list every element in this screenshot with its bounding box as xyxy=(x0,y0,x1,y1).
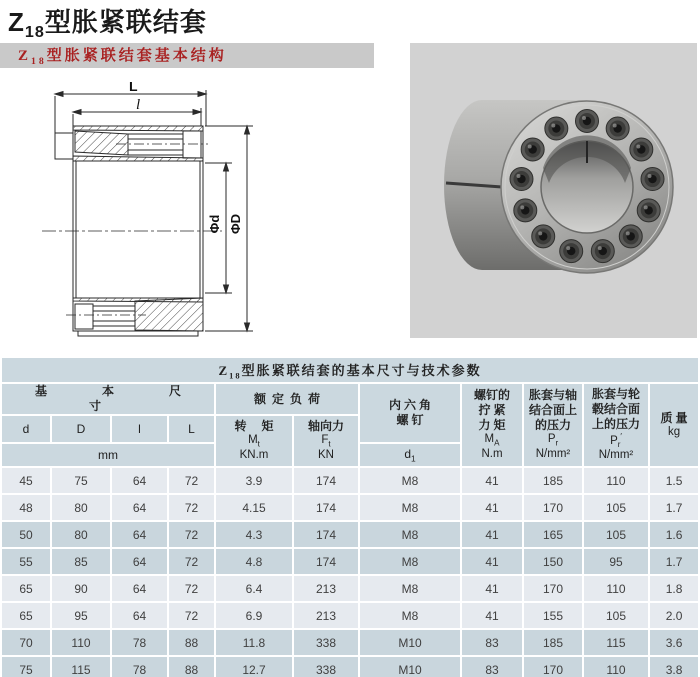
bolt-head xyxy=(514,199,537,222)
table-cell: 80 xyxy=(52,522,110,547)
table-title-row xyxy=(2,358,698,382)
col-pressure-hub: 胀套与轮 毂结合面 上的压力 $P_r'$ N/mm² xyxy=(584,384,648,466)
table-row xyxy=(2,522,698,547)
col-pressure-shaft: 胀套与轴 结合面上 的压力 $P_r$ N/mm² xyxy=(524,384,582,466)
col-mass: 质 量 kg xyxy=(650,384,698,466)
table-cell: 4.3 xyxy=(216,522,292,547)
table-cell: 75 xyxy=(52,468,110,493)
table-cell: 83 xyxy=(462,630,522,655)
table-cell: 41 xyxy=(462,576,522,601)
table-cell: M8 xyxy=(360,549,460,574)
table-cell: 85 xyxy=(52,549,110,574)
table-cell: M10 xyxy=(360,630,460,655)
table-row xyxy=(2,630,698,655)
cross-section-drawing xyxy=(26,82,266,348)
table-cell: 338 xyxy=(294,657,358,677)
table-cell: 72 xyxy=(169,468,214,493)
table-cell: M8 xyxy=(360,495,460,520)
table-cell: 41 xyxy=(462,495,522,520)
bolt-head xyxy=(619,225,642,248)
table-row xyxy=(2,549,698,574)
bolt-head xyxy=(532,225,555,248)
table-cell: 64 xyxy=(112,495,167,520)
technical-drawing xyxy=(26,82,266,348)
bolt-head xyxy=(641,168,664,191)
bolt-head xyxy=(630,138,653,161)
table-cell: 110 xyxy=(584,576,648,601)
table-cell: 83 xyxy=(462,657,522,677)
table-row xyxy=(2,657,698,677)
table-group-header-row xyxy=(2,384,698,414)
table-cell: 95 xyxy=(584,549,648,574)
table-cell: 12.7 xyxy=(216,657,292,677)
table-cell: 64 xyxy=(112,576,167,601)
table-cell: 174 xyxy=(294,522,358,547)
table-cell: 65 xyxy=(2,603,50,628)
table-cell: 2.0 xyxy=(650,603,698,628)
table-cell: 165 xyxy=(524,522,582,547)
bolt-head xyxy=(637,199,660,222)
table-cell: 174 xyxy=(294,468,358,493)
table-cell: 170 xyxy=(524,657,582,677)
table-cell: 78 xyxy=(112,630,167,655)
table-cell: 50 xyxy=(2,522,50,547)
table-cell: 11.8 xyxy=(216,630,292,655)
table-cell: 88 xyxy=(169,657,214,677)
table-row xyxy=(2,495,698,520)
col-tightening-torque: 螺钉的 拧 紧 力 矩 $M_A$ N.m xyxy=(462,384,522,466)
bolt-head xyxy=(521,138,544,161)
bolt-head xyxy=(606,117,629,140)
dim-label-L: L xyxy=(129,82,138,94)
table-cell: 213 xyxy=(294,603,358,628)
table-cell: 55 xyxy=(2,549,50,574)
table-cell: 105 xyxy=(584,603,648,628)
table-cell: 185 xyxy=(524,630,582,655)
table-cell: 105 xyxy=(584,522,648,547)
bore xyxy=(541,135,633,233)
table-cell: 174 xyxy=(294,549,358,574)
table-cell: 41 xyxy=(462,522,522,547)
table-cell: 65 xyxy=(2,576,50,601)
table-row xyxy=(2,603,698,628)
table-cell: 155 xyxy=(524,603,582,628)
bolt-head xyxy=(545,117,568,140)
table-cell: 4.15 xyxy=(216,495,292,520)
table-cell: 41 xyxy=(462,468,522,493)
table-cell: 72 xyxy=(169,495,214,520)
page-title: $Z_{18}$型胀紧联结套 xyxy=(8,7,207,42)
table-cell: 80 xyxy=(52,495,110,520)
bolt-head xyxy=(591,240,614,263)
table-cell: 115 xyxy=(584,630,648,655)
table-cell: M8 xyxy=(360,468,460,493)
table-cell: 64 xyxy=(112,603,167,628)
table-cell: 3.9 xyxy=(216,468,292,493)
table-cell: 150 xyxy=(524,549,582,574)
table-cell: 6.9 xyxy=(216,603,292,628)
table-cell: 45 xyxy=(2,468,50,493)
table-cell: 72 xyxy=(169,576,214,601)
dim-label-bore: Φd xyxy=(207,214,222,234)
group-rated-load: 额定负荷 xyxy=(216,384,358,414)
table-cell: 110 xyxy=(584,468,648,493)
table-cell: 6.4 xyxy=(216,576,292,601)
table-cell: 88 xyxy=(169,630,214,655)
table-cell: 3.8 xyxy=(650,657,698,677)
table-cell: 174 xyxy=(294,495,358,520)
table-cell: 110 xyxy=(584,657,648,677)
col-L: L xyxy=(169,416,214,442)
table-row xyxy=(2,468,698,493)
table-row xyxy=(2,576,698,601)
col-hex-screw: 内 六 角 螺 钉 xyxy=(360,384,460,442)
table-cell: 1.7 xyxy=(650,549,698,574)
table-cell: 213 xyxy=(294,576,358,601)
table-cell: 4.8 xyxy=(216,549,292,574)
table-cell: 41 xyxy=(462,603,522,628)
table-cell: M8 xyxy=(360,603,460,628)
table-cell: 170 xyxy=(524,495,582,520)
dim-label-l: l xyxy=(136,97,141,113)
table-cell: 72 xyxy=(169,549,214,574)
table-body xyxy=(2,468,698,677)
table-cell: 75 xyxy=(2,657,50,677)
table-cell: 105 xyxy=(584,495,648,520)
spec-table xyxy=(0,356,700,677)
table-cell: 115 xyxy=(52,657,110,677)
group-basic-dimensions: 基 本 尺 寸 xyxy=(2,384,214,414)
table-cell: 170 xyxy=(524,576,582,601)
bolt-head xyxy=(560,240,583,263)
table-title: $Z_{18}$型胀紧联结套的基本尺寸与技术参数 xyxy=(2,358,698,382)
col-d1: $d_1$ xyxy=(360,444,460,466)
table-cell: 64 xyxy=(112,468,167,493)
table-cell: 1.7 xyxy=(650,495,698,520)
product-photo xyxy=(410,43,697,338)
unit-mm: mm xyxy=(2,444,214,466)
table-cell: M8 xyxy=(360,576,460,601)
table-cell: 338 xyxy=(294,630,358,655)
table-cell: 1.6 xyxy=(650,522,698,547)
table-cell: M8 xyxy=(360,522,460,547)
col-torque: 转 矩 $M_t$ KN.m xyxy=(216,416,292,466)
table-cell: 185 xyxy=(524,468,582,493)
table-cell: 64 xyxy=(112,522,167,547)
table-cell: 90 xyxy=(52,576,110,601)
col-d: d xyxy=(2,416,50,442)
table-cell: 41 xyxy=(462,549,522,574)
col-axial-force: 轴向力 $F_t$ KN xyxy=(294,416,358,466)
table-cell: 110 xyxy=(52,630,110,655)
table-cell: 78 xyxy=(112,657,167,677)
table-cell: 1.8 xyxy=(650,576,698,601)
section-banner-text: $Z_{18}$型胀紧联结套基本结构 xyxy=(18,48,227,67)
coupling-photo-illustration xyxy=(410,43,697,338)
dim-label-outer: ΦD xyxy=(228,213,243,235)
table-cell: 1.5 xyxy=(650,468,698,493)
col-D: D xyxy=(52,416,110,442)
bolt-head xyxy=(576,110,599,133)
table-cell: 72 xyxy=(169,522,214,547)
section-banner xyxy=(0,43,374,68)
table-cell: 70 xyxy=(2,630,50,655)
table-cell: 72 xyxy=(169,603,214,628)
table-cell: 48 xyxy=(2,495,50,520)
table-cell: 3.6 xyxy=(650,630,698,655)
table-cell: M10 xyxy=(360,657,460,677)
table-cell: 64 xyxy=(112,549,167,574)
col-l: l xyxy=(112,416,167,442)
bolt-head xyxy=(510,168,533,191)
table-cell: 95 xyxy=(52,603,110,628)
